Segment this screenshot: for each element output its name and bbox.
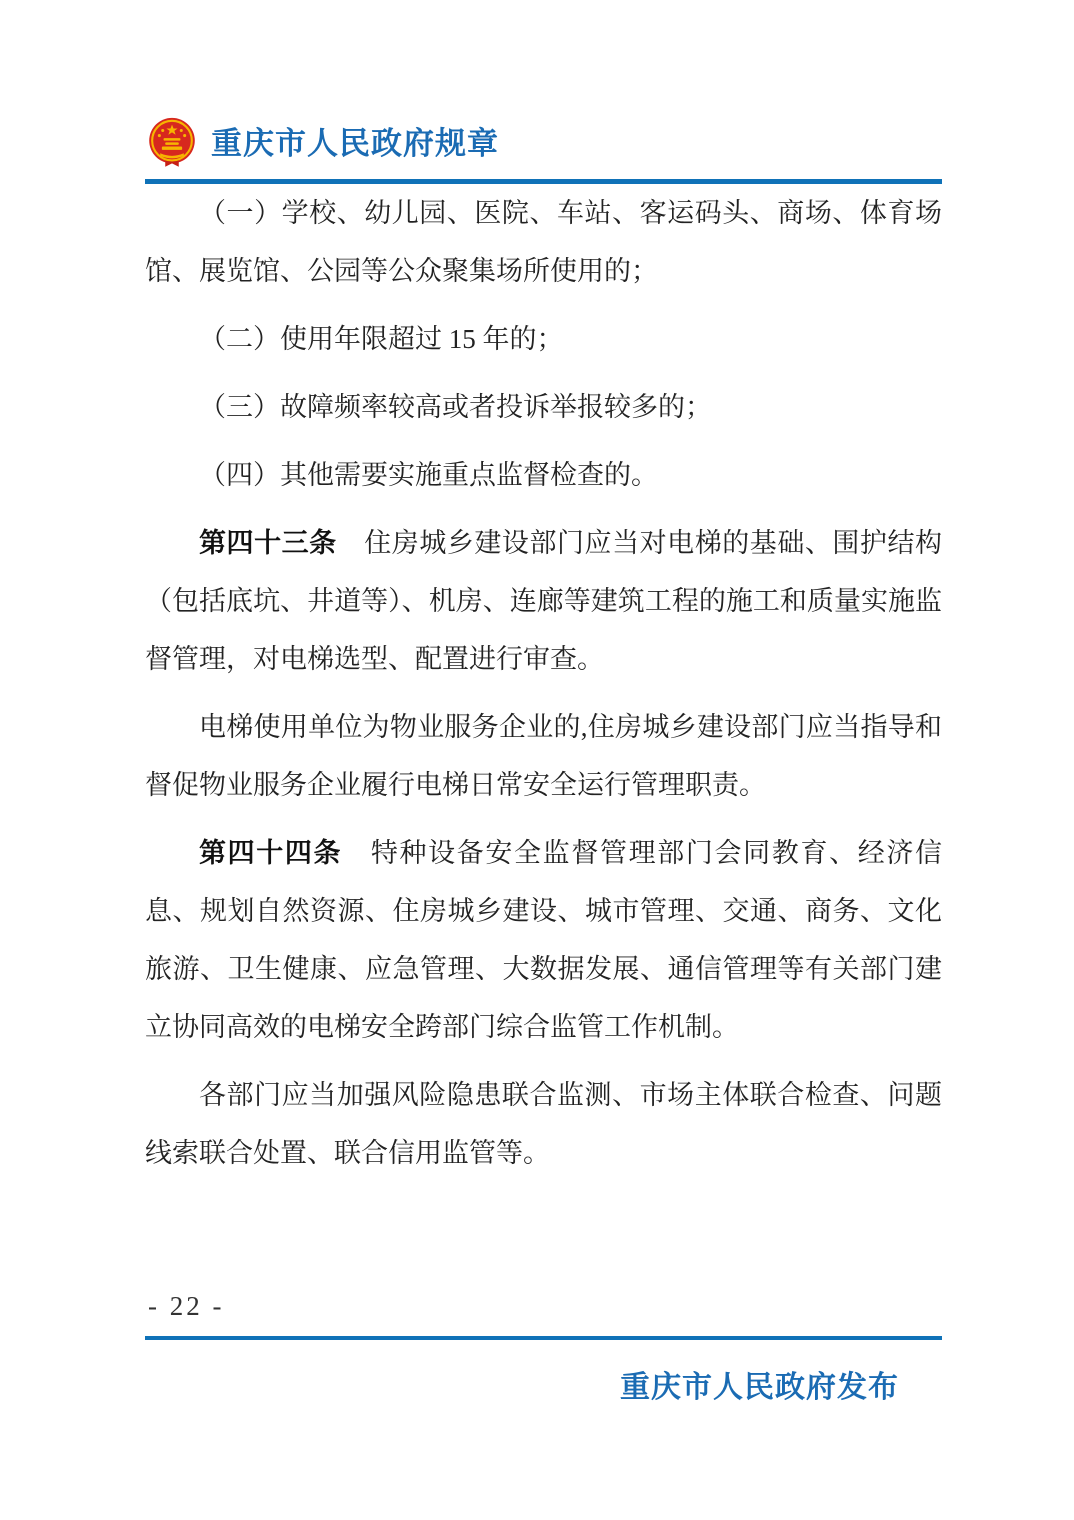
text-run: （三）故障频率较高或者投诉举报较多的； [199,392,712,422]
footer-divider [145,1336,942,1340]
text-run: 住房城乡建设部门应当对电梯的基础、围护结构（包括底坑、井道等）、机房、连廊等建筑工程的施工和质量实施监督管理，对电梯选型、配置进行审查。 [145,528,943,674]
china-national-emblem-icon [145,116,199,172]
page-header [145,116,942,172]
text-run: （一）学校、幼儿园、医院、车站、客运码头、商场、体育场馆、展览馆、公园等公众聚集场所使用的； [145,198,942,286]
paragraph [145,514,942,688]
article-number: 第四十四条 [199,838,343,868]
page-title: 重庆市人民政府规章 [211,126,499,161]
publisher-label: 重庆市人民政府发布 [620,1371,899,1404]
text-run: 特种设备安全监督管理部门会同教育、经济信息、规划自然资源、住房城乡建设、城市管理、交通、商务、文化旅游、卫生健康、应急管理、大数据发展、通信管理等有关部门建立协同高效的电梯安全跨部门综合监管工作机制。 [145,838,943,1042]
paragraph [145,1066,942,1182]
paragraph [145,310,942,368]
paragraph [145,824,942,1056]
text-run: （二）使用年限超过 15 年的； [199,324,564,354]
text-run: （四）其他需要实施重点监督检查的。 [199,460,658,490]
article-number: 第四十三条 [199,528,337,558]
header-brand [145,116,942,172]
paragraph [145,446,942,504]
document-body [145,184,942,1182]
text-run: 各部门应当加强风险隐患联合监测、市场主体联合检查、问题线索联合处置、联合信用监管等。 [145,1080,942,1168]
paragraph [145,378,942,436]
paragraph [145,184,942,300]
paragraph [145,698,942,814]
page-number: - 22 - [148,1291,225,1321]
text-run: 电梯使用单位为物业服务企业的,住房城乡建设部门应当指导和督促物业服务企业履行电梯日常安全运行管理职责。 [145,712,942,800]
